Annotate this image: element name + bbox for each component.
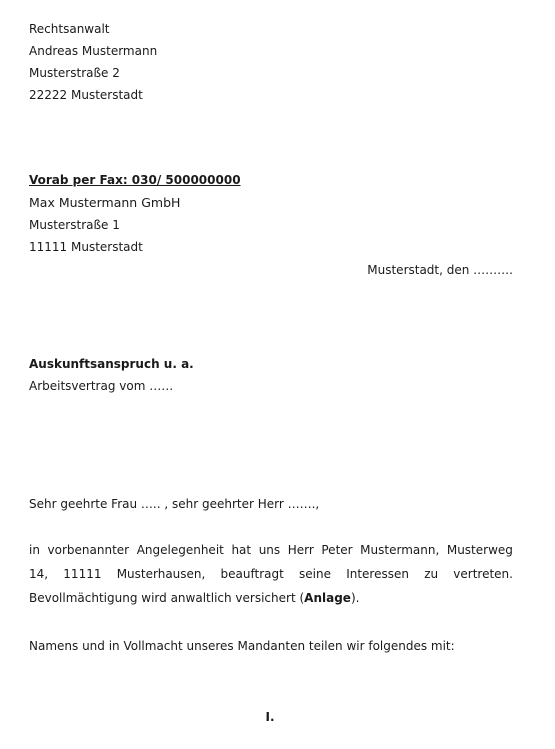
body-paragraph-intro: Namens und in Vollmacht unseres Mandanten teilen wir folgendes mit:	[29, 639, 455, 653]
paragraph-word: Mustermann,	[360, 543, 440, 557]
paragraph-word: zu	[424, 567, 439, 581]
paragraph-word: uns	[258, 543, 281, 557]
salutation: Sehr geehrte Frau ….. , sehr geehrter Herr …….,	[29, 497, 320, 511]
paragraph-word: 14,	[29, 567, 49, 581]
paragraph-word: Herr	[287, 543, 314, 557]
section-number: I.	[265, 710, 275, 724]
paragraph-line-1	[29, 543, 513, 557]
sender-street: Musterstraße 2	[29, 66, 120, 80]
paragraph-word: 11111	[63, 567, 102, 581]
attachment-label: Anlage	[304, 591, 351, 605]
paragraph-word: Angelegenheit	[136, 543, 224, 557]
paragraph-word: beauftragt	[220, 567, 284, 581]
fax-notice: Vorab per Fax: 030/ 500000000	[29, 173, 241, 187]
sender-title: Rechtsanwalt	[29, 22, 110, 36]
sender-city: 22222 Musterstadt	[29, 88, 143, 102]
paragraph-line-3-end: ).	[350, 591, 360, 605]
paragraph-word: vorbenannter	[47, 543, 130, 557]
paragraph-word: seine	[299, 567, 331, 581]
paragraph-word: hat	[231, 543, 252, 557]
recipient-street: Musterstraße 1	[29, 218, 120, 232]
paragraph-word: Musterhausen,	[116, 567, 206, 581]
recipient-company: Max Mustermann GmbH	[29, 195, 181, 210]
body-paragraph-mandate	[29, 543, 513, 615]
paragraph-word: vertreten.	[453, 567, 513, 581]
paragraph-word: in	[29, 543, 40, 557]
recipient-city: 11111 Musterstadt	[29, 240, 143, 254]
paragraph-word: Interessen	[346, 567, 409, 581]
subject-reference: Arbeitsvertrag vom ……	[29, 379, 174, 393]
paragraph-line-3-text: Bevollmächtigung wird anwaltlich versichert (	[29, 591, 305, 605]
paragraph-word: Musterweg	[446, 543, 513, 557]
subject-title: Auskunftsanspruch u. a.	[29, 357, 194, 371]
date-line: Musterstadt, den ……….	[367, 263, 513, 277]
paragraph-line-3	[29, 591, 513, 605]
paragraph-word: Peter	[321, 543, 353, 557]
sender-name: Andreas Mustermann	[29, 44, 158, 58]
paragraph-line-2	[29, 567, 513, 581]
